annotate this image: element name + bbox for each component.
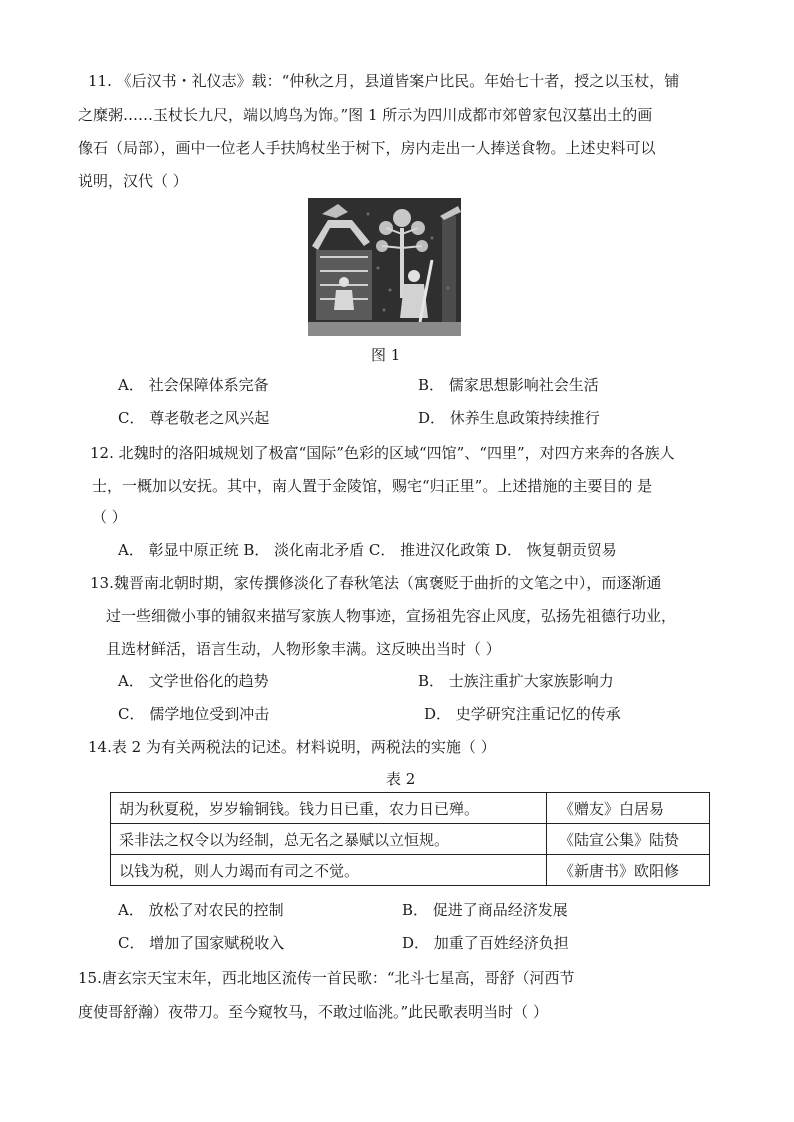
table-cell-source: 《新唐书》欧阳修 xyxy=(547,855,710,886)
q13-option-c[interactable]: C． 儒学地位受到冲击 xyxy=(118,705,270,723)
q14-line: 14.表 2 为有关两税法的记述。材料说明，两税法的实施（ ） xyxy=(88,738,496,756)
q11-line-2: 之糜粥……玉杖长九尺，端以鸠鸟为饰。”图 1 所示为四川成都市郊曾家包汉墓出土的画 xyxy=(78,106,653,124)
q11-option-a[interactable]: A． 社会保障体系完备 xyxy=(118,376,269,394)
q14-option-a[interactable]: A． 放松了对农民的控制 xyxy=(118,901,284,919)
q13-line-1: 13.魏晋南北朝时期，家传撰修淡化了春秋笔法（寓褒贬于曲折的文笔之中），而逐渐通 xyxy=(90,574,662,592)
table-row xyxy=(111,824,710,855)
table-cell-source: 《陆宣公集》陆贽 xyxy=(547,824,710,855)
q13-option-a[interactable]: A． 文学世俗化的趋势 xyxy=(118,672,269,690)
q11-option-d[interactable]: D． 休养生息政策持续推行 xyxy=(418,409,600,427)
q15-line-2: 度使哥舒瀚）夜带刀。至今窥牧马，不敢过临洮。”此民歌表明当时（ ） xyxy=(78,1003,548,1021)
q12-line-1: 12. 北魏时的洛阳城规划了极富“国际”色彩的区域“四馆”、“四里”，对四方来奔的各族人 xyxy=(90,444,675,462)
q13-line-3: 且选材鲜活，语言生动，人物形象丰满。这反映出当时（ ） xyxy=(106,640,501,658)
q12-line-3: （ ） xyxy=(92,508,127,526)
q14-option-d[interactable]: D． 加重了百姓经济负担 xyxy=(402,934,569,952)
q15-line-1: 15.唐玄宗天宝末年，西北地区流传一首民歌：“北斗七星高，哥舒（河西节 xyxy=(78,969,575,987)
table-row xyxy=(111,855,710,886)
q11-option-b[interactable]: B． 儒家思想影响社会生活 xyxy=(418,376,599,394)
q11-line-3: 像石（局部），画中一位老人手扶鸠杖坐于树下，房内走出一人捧送食物。上述史料可以 xyxy=(78,139,656,157)
q13-option-d[interactable]: D． 史学研究注重记忆的传承 xyxy=(424,705,621,723)
q13-line-2: 过一些细微小事的铺叙来描写家族人物事迹，宣扬祖先容止风度，弘扬先祖德行功业， xyxy=(106,607,677,625)
q12-options[interactable]: A． 彰显中原正统 B． 淡化南北矛盾 C． 推进汉化政策 D． 恢复朝贡贸易 xyxy=(118,541,617,559)
q11-line-1: 11. 《后汉书・礼仪志》载：“仲秋之月，县道皆案户比民。年始七十者，授之以玉杖，铺 xyxy=(88,72,680,90)
figure-1-caption: 图 1 xyxy=(371,346,401,364)
q14-option-c[interactable]: C． 增加了国家赋税收入 xyxy=(118,934,285,952)
q11-line-4: 说明，汉代（ ） xyxy=(78,172,188,190)
table-cell-text: 采非法之权令以为经制，总无名之暴赋以立恒规。 xyxy=(111,824,547,855)
q14-option-b[interactable]: B． 促进了商品经济发展 xyxy=(402,901,568,919)
tax-records-table xyxy=(110,792,710,886)
q13-option-b[interactable]: B． 士族注重扩大家族影响力 xyxy=(418,672,614,690)
table-cell-source: 《赠友》白居易 xyxy=(547,793,710,824)
table-cell-text: 胡为秋夏税，岁岁输铜钱。钱力日已重，农力日已殚。 xyxy=(111,793,547,824)
han-stone-relief-image xyxy=(308,198,461,336)
relief-illustration xyxy=(308,198,461,336)
table-2-title: 表 2 xyxy=(386,770,416,788)
q11-option-c[interactable]: C． 尊老敬老之风兴起 xyxy=(118,409,270,427)
table-cell-text: 以钱为税，则人力竭而有司之不觉。 xyxy=(111,855,547,886)
table-row xyxy=(111,793,710,824)
q12-line-2: 士，一概加以安抚。其中，南人置于金陵馆，赐宅“归正里”。上述措施的主要目的 是 xyxy=(92,477,653,495)
